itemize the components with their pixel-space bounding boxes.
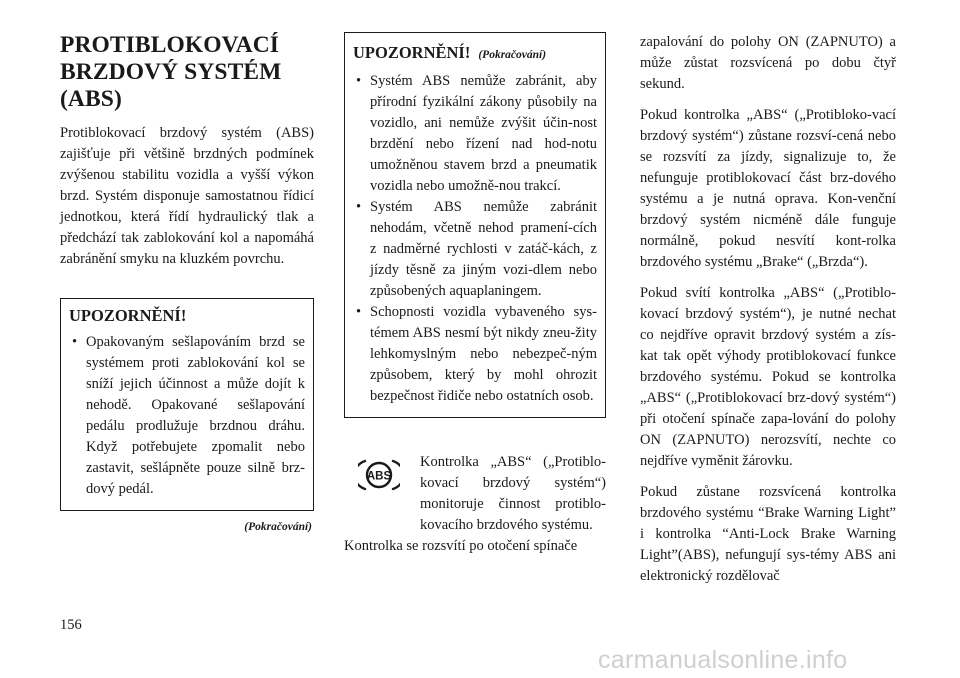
abs-indicator-tail: Kontrolka se rozsvítí po otočení spínače xyxy=(344,538,578,554)
warning-box xyxy=(60,298,314,511)
bullet-icon: • xyxy=(356,73,362,89)
title-line: (ABS) xyxy=(60,86,122,112)
warning-list xyxy=(353,71,597,407)
continued-label: (Pokračování) xyxy=(478,49,547,61)
body-paragraph: Pokud kontrolka „ABS“ („Protibloko-vací brzdový systém“) zůstane rozsví-cená nebo se rozsvítí za jízdy, signalizuje to, že nefunguje protiblokovací část brz-dového systému a je nutná oprava. Kon-venční brzdový systém nicméně dále funguje normálně, pokud nesvítí kont-rolka brzdového systému „Brake“ („Brzda“). xyxy=(640,107,896,270)
warning-heading xyxy=(69,304,305,328)
bullet-icon: • xyxy=(72,334,78,350)
warning-item-text: Opakovaným sešlapováním brzd se systémem proti zablokování kol se sníží jejich účinnost a může dojít k nehodě. Opakované sešlapování pedálu prodlužuje brzdnou dráhu. Když potřebujete zpomalit nebo zastavit, sešlápněte pouze silně brz-dový pedál. xyxy=(86,334,305,497)
left-column xyxy=(60,32,314,533)
title-line: PROTIBLOKOVACÍ xyxy=(60,32,280,58)
warning-list xyxy=(69,332,305,500)
section-title xyxy=(60,32,314,113)
middle-column xyxy=(344,32,606,557)
warning-item xyxy=(353,71,597,197)
warning-item-text: Systém ABS nemůže zabránit nehodám, včetně nehod pramení-cích z nadměrné rychlosti v zatáč-kách, z jízdy těsně za jiným vozi-dlem nebo způsobených aquaplaningem. xyxy=(370,199,597,299)
warning-item xyxy=(69,332,305,500)
warning-item xyxy=(353,197,597,302)
body-paragraph: Pokud zůstane rozsvícená kontrolka brzdového systému “Brake Warning Light” i kontrolka “Anti-Lock Brake Warning Light”(ABS), nefungují sys-témy ABS ani elektronický rozdělovač xyxy=(640,484,896,584)
abs-indicator-text: Kontrolka „ABS“ („Protiblo-kovací brzdový systém“) monitoruje činnost protiblo-kovacího brzdového systému. xyxy=(420,454,606,533)
warning-heading-text: UPOZORNĚNÍ! xyxy=(69,306,187,325)
watermark: carmanualsonline.info xyxy=(598,646,848,674)
intro-paragraph: Protiblokovací brzdový systém (ABS) zajišťuje při většině brzdných podmínek zvýšenou stabilitu vozidla a vyšší výkon brzd. Systém disponuje samostatnou řídicí jednotkou, která řídí hydraulický tlak a předchází tak zablokování kol a napomáhá zabránění smyku na kluzkém povrchu. xyxy=(60,125,314,267)
bullet-icon: • xyxy=(356,199,362,215)
warning-heading-text: UPOZORNĚNÍ! xyxy=(353,43,471,62)
bullet-icon: • xyxy=(356,304,362,320)
continued-label: (Pokračování) xyxy=(244,521,312,533)
title-line: BRZDOVÝ SYSTÉM xyxy=(60,59,282,85)
warning-item xyxy=(353,302,597,407)
body-paragraph: Pokud svítí kontrolka „ABS“ („Protiblo-kovací brzdový systém“), je nutné nechat co nejdříve opravit brzdový systém a zís-kat tak opět výhody protiblokovací funkce brzdového systému. Pokud se kontrolka „ABS“ („Protiblokovací brz-dový systém“) při otočení spínače zapa-lování do polohy ON (ZAPNUTO) nerozsvítí, nechte co nejdříve vyměnit žárovku. xyxy=(640,285,896,469)
warning-box-continued xyxy=(344,32,606,418)
warning-item-text: Schopnosti vozidla vybaveného sys-témem ABS nesmí být nikdy zneu-žity lehkomyslným nebo nebezpeč-ným způsobem, který by mohl ohrozit bezpečnost řidiče nebo ostatních osob. xyxy=(370,304,597,404)
abs-warning-light-icon xyxy=(358,458,400,492)
page-number: 156 xyxy=(60,617,82,633)
right-column xyxy=(640,32,896,587)
abs-icon-label: ABS xyxy=(366,470,392,483)
warning-item-text: Systém ABS nemůže zabránit, aby přírodní fyzikální zákony působily na vozidlo, ani nemůže zvýšit účin-nost brzdění nebo řízení nad hod-notu umožněnou stavem brzd a pneumatik vozidla nebo umožně-nou trakcí. xyxy=(370,73,597,194)
warning-heading xyxy=(353,41,597,67)
body-paragraph: zapalování do polohy ON (ZAPNUTO) a může zůstat rozsvícená po dobu čtyř sekund. xyxy=(640,34,896,92)
abs-indicator-block xyxy=(344,452,606,557)
